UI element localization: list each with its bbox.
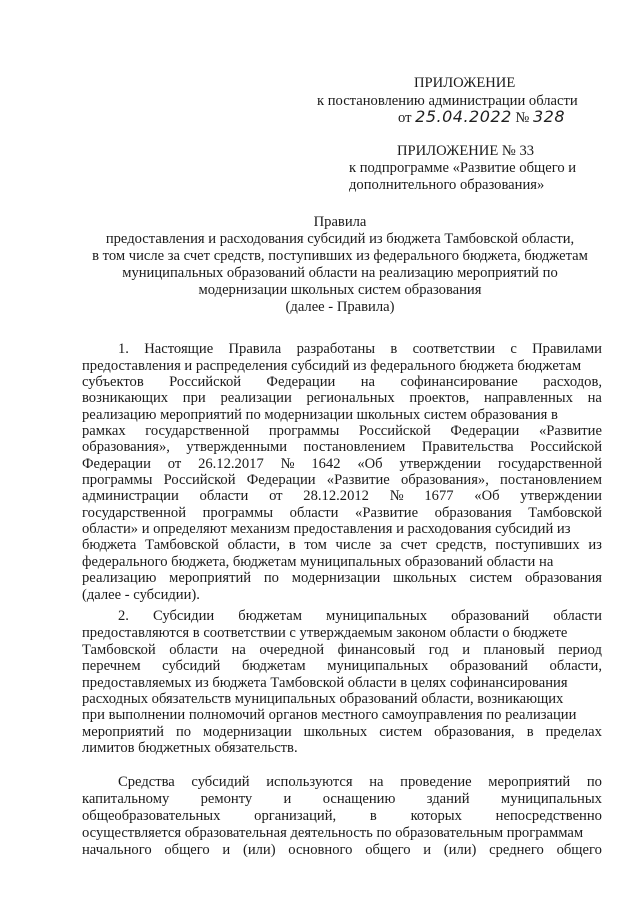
paragraph-1-line (118, 341, 602, 357)
paragraph-3-line (82, 808, 602, 824)
number-sign: № (515, 110, 530, 126)
word: проведение (400, 774, 472, 790)
word: 2. (118, 608, 129, 624)
heading-line: муниципальных образований области на реализацию мероприятий по (122, 265, 558, 281)
word: за (379, 537, 392, 553)
word: области (289, 505, 339, 521)
word: из (588, 537, 602, 553)
word: Федерации (266, 374, 336, 390)
paragraph-2-line (82, 658, 602, 674)
word: основного (288, 842, 353, 858)
paragraph-3-line (82, 791, 602, 807)
word: Правительства (421, 439, 514, 455)
word: программы (268, 423, 340, 439)
paragraph-1-line: предоставления и распределения субсидий из федерального бюджета бюджетам (82, 358, 582, 374)
word: «Развитие (326, 472, 390, 488)
paragraph-1-line: реализацию мероприятий по модернизации школьных систем образования в (82, 407, 558, 423)
heading-title: Правила (313, 214, 367, 230)
appendix-decree-line: к постановлению администрации области (317, 93, 578, 109)
word: направленных (484, 390, 573, 406)
handwritten-date: 25.04.2022 (415, 107, 512, 126)
word: среднего (489, 842, 544, 858)
appendix-title: ПРИЛОЖЕНИЕ (414, 75, 516, 91)
word: 26.12.2017 (198, 456, 264, 472)
word: начального (82, 842, 152, 858)
paragraph-1-line (82, 537, 602, 553)
word: рамках (82, 423, 126, 439)
word: реализацию (82, 570, 157, 586)
word: счет (400, 537, 428, 553)
word: и (283, 791, 292, 807)
word: региональных (306, 390, 395, 406)
word: субсидий (162, 658, 221, 674)
word: по (175, 724, 192, 740)
word: плановый (483, 642, 545, 658)
word: том (304, 537, 327, 553)
word: области (553, 608, 602, 624)
word: (или) (242, 842, 276, 858)
word: которых (410, 808, 462, 824)
word: школьных (303, 724, 368, 740)
word: мероприятий (82, 724, 164, 740)
word: в (369, 808, 377, 824)
word: общеобразовательных (82, 808, 221, 824)
word: Российской (358, 423, 431, 439)
word: возникающих (82, 390, 169, 406)
word: области, (549, 658, 602, 674)
word: «Развитие (538, 423, 602, 439)
paragraph-2-line: расходных обязательств муниципальных образований области, возникающих (82, 691, 564, 707)
word: Российской (530, 439, 602, 455)
word: Тамбовской (528, 505, 602, 521)
paragraph-2-line: предоставляемых из бюджета Тамбовской области в целях софинансирования (82, 675, 568, 691)
word: (или) (443, 842, 477, 858)
word: и (462, 642, 470, 658)
word: софинансирование (400, 374, 518, 390)
word: систем (469, 570, 513, 586)
word: при (182, 390, 206, 406)
word: пределах (545, 724, 602, 740)
word: Российской (163, 472, 236, 488)
paragraph-1-line (82, 390, 602, 406)
word: 28.12.2012 (303, 488, 369, 504)
word: реализации (220, 390, 292, 406)
appendix-33-title: ПРИЛОЖЕНИЕ № 33 (397, 143, 535, 159)
word: на (231, 642, 246, 658)
word: образования (524, 570, 602, 586)
word: постановлением (303, 439, 406, 455)
word: Средства (118, 774, 175, 790)
word: от (269, 488, 283, 504)
paragraph-2-line (82, 642, 602, 658)
heading-line: в том числе за счет средств, поступивших из федерального бюджета, бюджетам (92, 248, 588, 264)
paragraph-1-line (82, 423, 602, 439)
word: поступивших (495, 537, 580, 553)
word: на (360, 374, 376, 390)
word: «Об (474, 488, 500, 504)
word: утвержденными (186, 439, 288, 455)
paragraph-1-line (82, 472, 602, 488)
word: на (369, 774, 384, 790)
word: № (389, 488, 404, 504)
word: государственной (82, 505, 187, 521)
word: общего (556, 842, 602, 858)
word: образования, (434, 724, 515, 740)
paragraph-1-line (82, 439, 602, 455)
paragraph-1-line: области» и определяют механизм предоставления и расходования субсидий из (82, 521, 571, 537)
paragraph-3-line (82, 842, 602, 858)
word: средств, (435, 537, 487, 553)
word: 1. (118, 341, 129, 357)
word: по (263, 570, 279, 586)
word: области, (227, 537, 281, 553)
word: образования (434, 505, 512, 521)
paragraph-2-line: лимитов бюджетных обязательств. (82, 740, 298, 756)
word: модернизации (291, 570, 381, 586)
word: области (169, 642, 219, 658)
word: модернизации (203, 724, 292, 740)
word: образования», (82, 439, 170, 455)
date-prefix: от (398, 110, 412, 126)
word: утверждении (399, 456, 482, 472)
word: образований (451, 608, 530, 624)
word: по (586, 774, 602, 790)
handwritten-number: 328 (533, 107, 566, 126)
word: бюджетам (238, 608, 302, 624)
word: Федерации (246, 472, 316, 488)
word: Федерации (82, 456, 151, 472)
heading-line: модернизации школьных систем образования (198, 282, 482, 298)
word: проектов, (409, 390, 470, 406)
word: зданий (426, 791, 470, 807)
word: в (526, 724, 534, 740)
word: постановлением (500, 472, 602, 488)
word: № (280, 456, 295, 472)
word: образования», (400, 472, 489, 488)
paragraph-1-line: (далее - субсидии). (82, 587, 200, 603)
word: Субсидии (153, 608, 215, 624)
word: от (167, 456, 182, 472)
word: «Развитие (355, 505, 419, 521)
word: систем (379, 724, 423, 740)
appendix-date-line (398, 109, 565, 126)
word: непосредственно (495, 808, 602, 824)
word: капитальному (82, 791, 170, 807)
word: финансовый (337, 642, 416, 658)
paragraph-1-line (82, 456, 602, 472)
word: области (199, 488, 249, 504)
word: субсидий (191, 774, 250, 790)
word: бюджета (82, 537, 137, 553)
word: оснащению (322, 791, 396, 807)
appendix-33-line2: дополнительного образования» (349, 177, 545, 193)
word: соответствии (412, 341, 496, 357)
word: организаций, (254, 808, 337, 824)
word: образований (449, 658, 528, 674)
paragraph-2-line (82, 724, 602, 740)
word: в (288, 537, 296, 553)
paragraph-3-line: осуществляется образовательная деятельность по образовательным программам (82, 825, 584, 841)
word: перечнем (82, 658, 141, 674)
word: муниципальных (325, 608, 428, 624)
word: на (587, 390, 602, 406)
word: с (510, 341, 517, 357)
word: 1677 (424, 488, 454, 504)
word: Настоящие (144, 341, 214, 357)
word: мероприятий (488, 774, 571, 790)
paragraph-2-line (118, 608, 602, 624)
word: бюджетам (241, 658, 306, 674)
word: расходов, (543, 374, 602, 390)
word: 1642 (311, 456, 341, 472)
paragraph-1-line (82, 488, 602, 504)
paragraph-2-line: предоставляются в соответствии с утверждаемым законом области о бюджете (82, 625, 568, 641)
word: и (222, 842, 231, 858)
word: Тамбовской (145, 537, 219, 553)
word: государственной (145, 423, 250, 439)
word: используются (266, 774, 353, 790)
word: очередной (259, 642, 325, 658)
word: период (558, 642, 602, 658)
word: общего (164, 842, 210, 858)
word: Тамбовской (82, 642, 156, 658)
word: программы (82, 472, 153, 488)
word: школьных (393, 570, 457, 586)
appendix-33-line1: к подпрограмме «Развитие общего и (349, 160, 577, 176)
paragraph-1-line (82, 570, 602, 586)
word: «Об (357, 456, 383, 472)
word: год (428, 642, 449, 658)
word: Правила (228, 341, 282, 357)
heading-line: (далее - Правила) (285, 299, 395, 315)
word: муниципальных (327, 658, 429, 674)
word: администрации (82, 488, 179, 504)
word: утверждении (520, 488, 602, 504)
word: разработаны (296, 341, 376, 357)
word: субъектов (82, 374, 144, 390)
word: Федерации (450, 423, 520, 439)
word: ремонту (200, 791, 253, 807)
word: Правилами (532, 341, 602, 357)
word: и (423, 842, 432, 858)
heading-line: предоставления и расходования субсидий из бюджета Тамбовской области, (105, 231, 575, 247)
word: Российской (169, 374, 242, 390)
word: программы (202, 505, 274, 521)
word: мероприятий (169, 570, 252, 586)
paragraph-3-line (118, 774, 602, 790)
paragraph-1-line: федерального бюджета, бюджетам муниципальных образований области на (82, 554, 554, 570)
word: в (390, 341, 398, 357)
word: государственной (497, 456, 602, 472)
word: числе (335, 537, 371, 553)
paragraph-1-line (82, 505, 602, 521)
paragraph-2-line: при выполнении полномочий органов местного самоуправления по реализации (82, 707, 577, 723)
word: общего (365, 842, 411, 858)
paragraph-1-line (82, 374, 602, 390)
word: муниципальных (500, 791, 602, 807)
